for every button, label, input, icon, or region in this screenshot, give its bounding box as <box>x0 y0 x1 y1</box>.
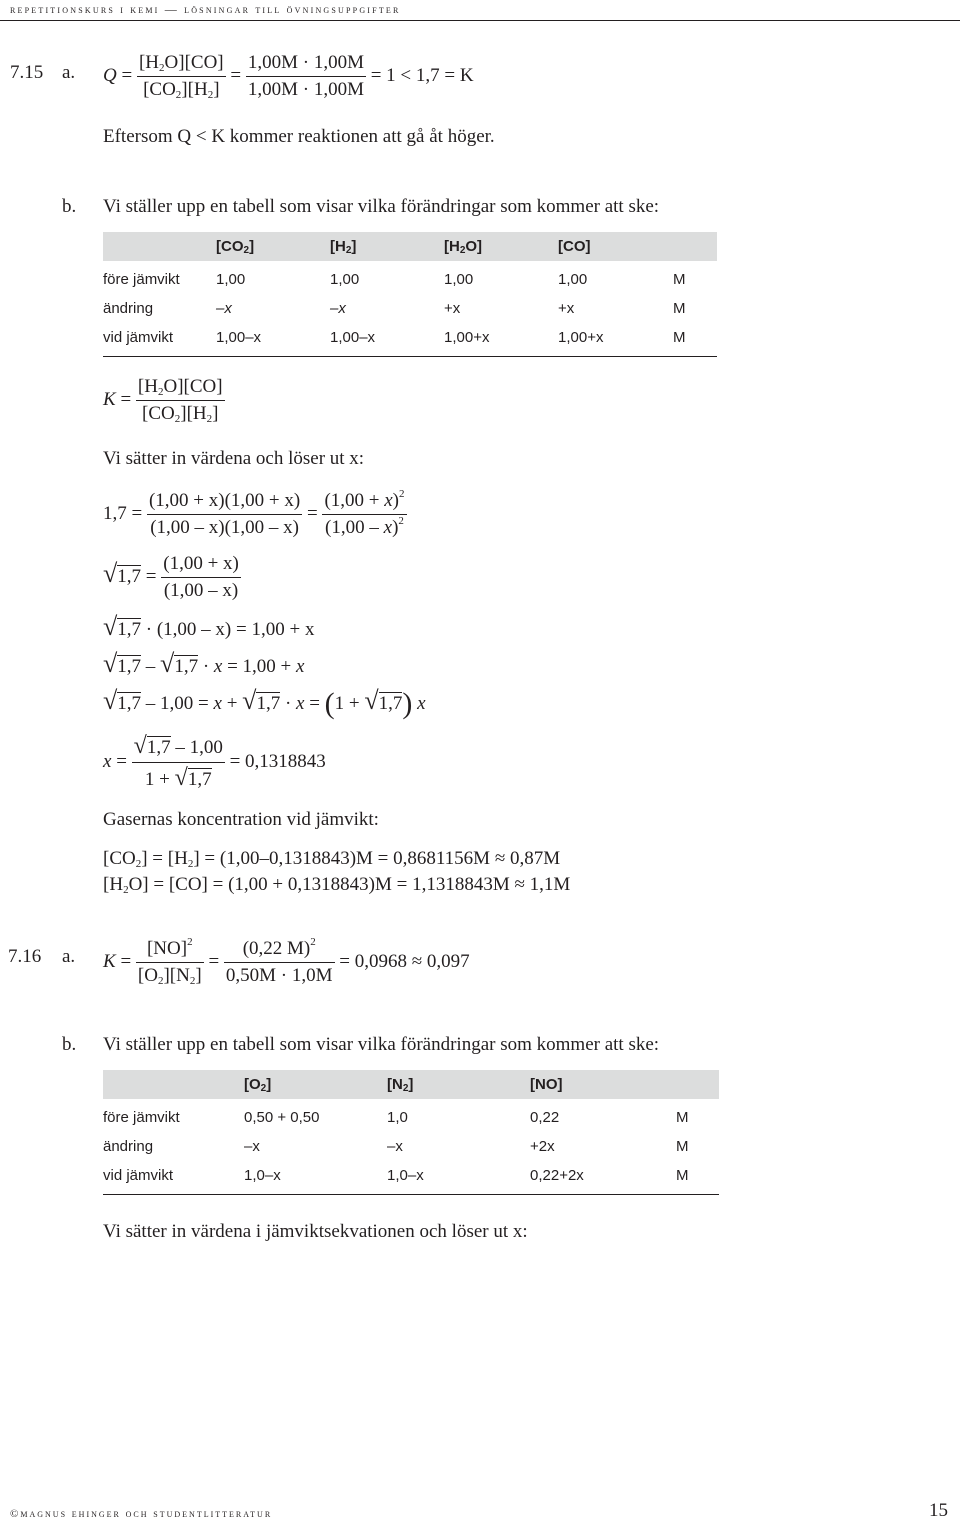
insert-text-715: Vi sätter in värdena och löser ut x: <box>103 448 365 469</box>
q-result: = 1 < 1,7 = K <box>370 64 474 86</box>
page-number: 15 <box>929 1500 948 1521</box>
q-conclusion: Eftersom Q < K kommer reaktionen att gå åt höger. <box>103 126 495 147</box>
running-header: repetitionskurs i kemi — lösningar till övningsuppgifter <box>10 2 401 16</box>
k-equation-716: K = $\frac{[NO]^2}{[O_2][N_2]}$ = $\frac{(0,22 M)^2}{0,50M \cdot 1,0M}$ = 0,0968 ≈ 0,097 <box>103 936 470 987</box>
solve-step-2: √1,7 = $\frac{(1,00 + x)}{(1,00 - x)}$ <box>103 553 239 601</box>
table-row: före jämvikt 1,00 1,00 1,00 1,00 M <box>103 271 686 288</box>
col-header-co: [CO] <box>558 232 673 261</box>
part-b-label: b. <box>62 196 77 217</box>
q-equation: Q = $\frac{[H_2O][CO]}{[CO_2][H_2]}$ = $\frac{1,00M \cdot 1,00M}{1,00M \cdot 1,00M}$ = 1 < 1,7 = K <box>103 52 474 101</box>
result-line-2: $[H_2O] = [CO] = (1,00 + 0,1318843)M = 1,1318843M \approx 1,1M$ <box>103 874 571 896</box>
problem-number-715: 7.15 <box>10 62 44 83</box>
solve-step-1: 1,7 = $\frac{(1,00 + x)(1,00 + x)}{(1,00 - x)(1,00 - x)}$ = $\frac{(1,00 + x)^2}{(1,00 - x)^2}$ <box>103 488 405 538</box>
insert-text-716: Vi sätter in värdena i jämviktsekvationen och löser ut x: <box>103 1221 528 1242</box>
part-a-label: a. <box>62 62 76 83</box>
part-b-label-716: b. <box>62 1034 77 1055</box>
col-header-o2: $[O_2]$ <box>244 1070 387 1099</box>
solve-step-6: x = $\frac{√1,7 - 1,00}{1 + √1,7}$ = 0,1318843 <box>103 733 326 791</box>
col-header-n2: $[N_2]$ <box>387 1070 530 1099</box>
solve-step-3: √1,7 · (1,00 – x) = 1,00 + x <box>103 612 315 641</box>
col-header-no: [NO] <box>530 1070 676 1099</box>
q-symbol: Q <box>103 64 117 86</box>
table-row: ändring –x –x +x +x M <box>103 300 686 317</box>
footer-copyright: ©magnus ehinger och studentlitteratur <box>10 1508 273 1520</box>
part-a-label-716: a. <box>62 946 76 967</box>
gases-text: Gasernas koncentration vid jämvikt: <box>103 809 379 830</box>
header-rule <box>0 20 960 21</box>
result-line-1: $[CO_2] = [H_2] = (1,00-0,1318843)M = 0,8681156M \approx 0,87M$ <box>103 848 561 870</box>
change-table-716 <box>103 1070 719 1195</box>
col-header-co2: $[CO_2]$ <box>216 232 330 261</box>
table-row: vid jämvikt 1,0–x 1,0–x 0,22+2x M <box>103 1161 719 1195</box>
table-row: vid jämvikt 1,00–x 1,00–x 1,00+x 1,00+x M <box>103 323 717 357</box>
q-value-fraction: $\frac{1,00M \cdot 1,00M}{1,00M \cdot 1,00M}$ <box>247 52 364 100</box>
part-b-intro: Vi ställer upp en tabell som visar vilka förändringar som kommer att ske: <box>103 196 660 217</box>
col-header-h2: $[H_2]$ <box>330 232 444 261</box>
table-row: ändring –x –x +2x M <box>103 1138 689 1155</box>
table-row: före jämvikt 0,50 + 0,50 1,0 0,22 M <box>103 1109 689 1126</box>
change-table-715 <box>103 232 717 357</box>
k-expression: K = $\frac{[H_2O][CO]}{[CO_2][H_2]}$ <box>103 376 223 425</box>
part-b-intro-716: Vi ställer upp en tabell som visar vilka förändringar som kommer att ske: <box>103 1034 660 1055</box>
q-concentration-fraction: $\frac{[H_2O][CO]}{[CO_2][H_2]}$ <box>138 52 224 101</box>
solve-step-5: √1,7 – 1,00 = x + √1,7 · x = (1 + √1,7) x <box>103 686 426 720</box>
problem-number-716: 7.16 <box>8 946 42 967</box>
col-header-h2o: $[H_2O]$ <box>444 232 558 261</box>
solve-step-4: √1,7 – √1,7 · x = 1,00 + x <box>103 649 305 678</box>
